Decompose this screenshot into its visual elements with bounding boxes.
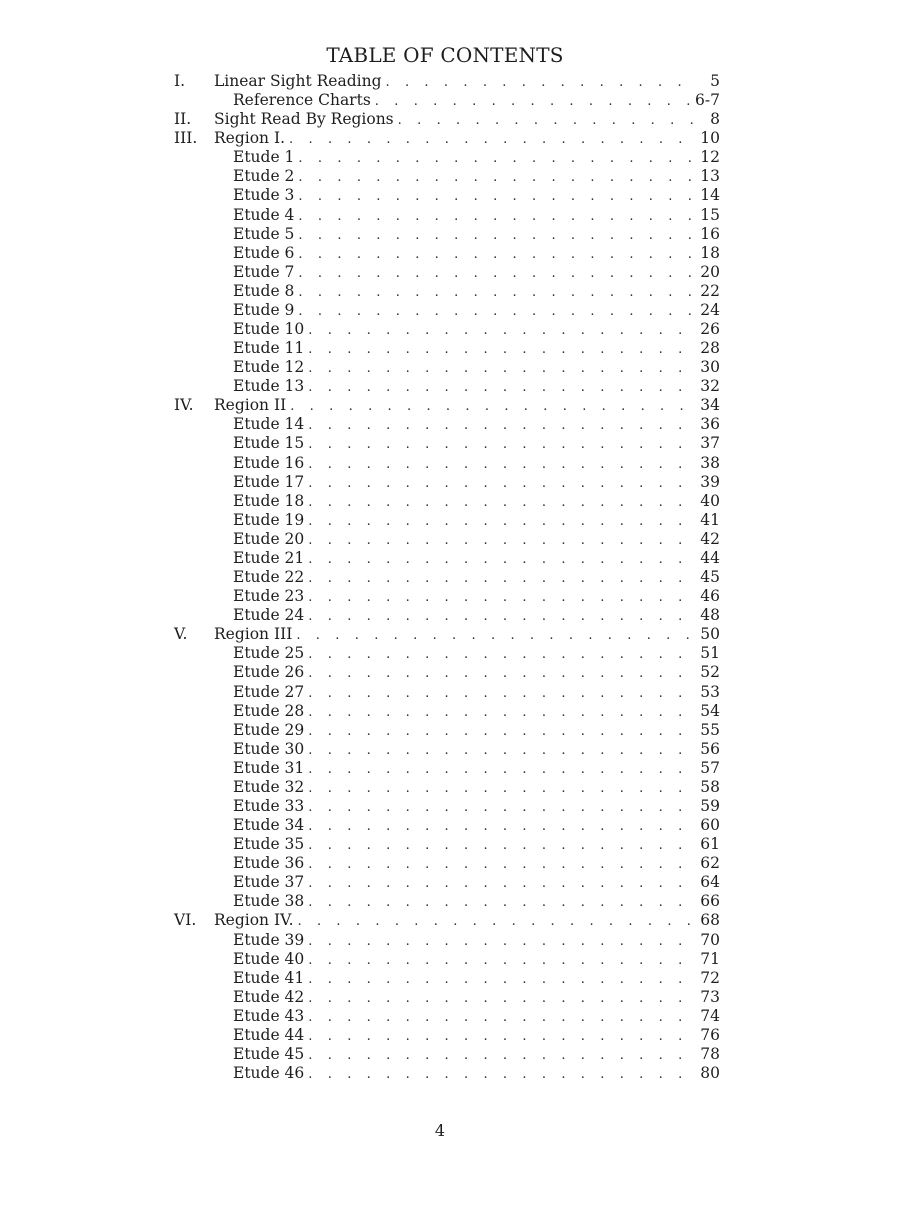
- entry-line: [233, 263, 720, 283]
- toc-entry: [174, 110, 720, 129]
- toc-subentry: [174, 778, 720, 797]
- toc-subentry: [174, 358, 720, 377]
- dot-leader: [398, 111, 698, 130]
- section-number: II.: [174, 110, 192, 129]
- entry-line: [233, 358, 720, 378]
- entry-line: [233, 892, 720, 912]
- entry-page-number: 30: [700, 358, 720, 377]
- entry-label: Etude 44: [233, 1025, 305, 1044]
- entry-page-number: 61: [700, 835, 720, 854]
- toc-subentry: [174, 454, 720, 473]
- dot-leader: [296, 626, 698, 645]
- toc-subentry: [174, 892, 720, 911]
- entry-line: [233, 415, 720, 435]
- dot-leader: [308, 664, 698, 683]
- entry-page-number: 72: [700, 968, 720, 987]
- entry-page-number: 39: [700, 472, 720, 491]
- dot-leader: [298, 912, 699, 931]
- dot-leader: [308, 1027, 698, 1046]
- entry-page-number: 78: [700, 1044, 720, 1063]
- entry-line: [233, 663, 720, 683]
- toc-subentry: [174, 186, 720, 205]
- entry-page-number: 50: [700, 625, 720, 644]
- entry-page-number: 10: [700, 129, 720, 148]
- entry-line: [233, 797, 720, 817]
- dot-leader: [308, 474, 698, 493]
- entry-line: [233, 816, 720, 836]
- entry-label: Etude 37: [233, 873, 305, 892]
- toc-subentry: [174, 568, 720, 587]
- toc-entry: [174, 911, 720, 930]
- entry-page-number: 53: [700, 682, 720, 701]
- dot-leader: [375, 92, 693, 111]
- entry-page-number: 48: [700, 606, 720, 625]
- toc-subentry: [174, 969, 720, 988]
- toc-subentry: [174, 759, 720, 778]
- toc-subentry: [174, 1064, 720, 1083]
- entry-line: [233, 873, 720, 893]
- entry-line: [233, 835, 720, 855]
- dot-leader: [308, 722, 698, 741]
- entry-label: Etude 32: [233, 777, 305, 796]
- dot-leader: [298, 302, 698, 321]
- entry-page-number: 56: [700, 739, 720, 758]
- entry-line: [233, 778, 720, 798]
- dot-leader: [308, 970, 698, 989]
- entry-page-number: 44: [700, 548, 720, 567]
- entry-page-number: 51: [700, 644, 720, 663]
- entry-page-number: 36: [700, 415, 720, 434]
- entry-label: Etude 2: [233, 167, 295, 186]
- entry-page-number: 12: [700, 148, 720, 167]
- entry-label: Etude 5: [233, 224, 295, 243]
- entry-line: [233, 549, 720, 569]
- toc-subentry: [174, 797, 720, 816]
- toc-subentry: [174, 816, 720, 835]
- entry-page-number: 20: [700, 262, 720, 281]
- dot-leader: [298, 207, 698, 226]
- toc-subentry: [174, 434, 720, 453]
- entry-line: [233, 644, 720, 664]
- entry-label: Etude 25: [233, 644, 305, 663]
- entry-line: [233, 186, 720, 206]
- entry-line: [233, 244, 720, 264]
- entry-page-number: 66: [700, 892, 720, 911]
- entry-label: Etude 9: [233, 300, 295, 319]
- entry-page-number: 38: [700, 453, 720, 472]
- entry-label: Etude 24: [233, 606, 305, 625]
- entry-page-number: 80: [700, 1064, 720, 1083]
- entry-label: Etude 6: [233, 243, 295, 262]
- dot-leader: [308, 684, 698, 703]
- toc-subentry: [174, 721, 720, 740]
- dot-leader: [308, 321, 698, 340]
- entry-label: Etude 17: [233, 472, 305, 491]
- entry-label: Linear Sight Reading: [214, 72, 382, 90]
- entry-label: Etude 41: [233, 968, 305, 987]
- entry-page-number: 15: [700, 205, 720, 224]
- entry-page-number: 70: [700, 930, 720, 949]
- toc-subentry: [174, 606, 720, 625]
- entry-label: Etude 22: [233, 568, 305, 587]
- entry-label: Etude 21: [233, 548, 305, 567]
- entry-line: [214, 911, 720, 931]
- entry-line: [233, 492, 720, 512]
- entry-line: [233, 931, 720, 951]
- section-number: IV.: [174, 396, 194, 415]
- toc-subentry: [174, 873, 720, 892]
- toc-subentry: [174, 473, 720, 492]
- entry-page-number: 58: [700, 777, 720, 796]
- entry-page-number: 62: [700, 854, 720, 873]
- entry-label: Etude 27: [233, 682, 305, 701]
- entry-label: Etude 18: [233, 491, 305, 510]
- dot-leader: [308, 645, 698, 664]
- toc-subentry: [174, 988, 720, 1007]
- dot-leader: [308, 588, 698, 607]
- entry-label: Etude 29: [233, 720, 305, 739]
- entry-page-number: 24: [700, 300, 720, 319]
- entry-label: Etude 19: [233, 510, 305, 529]
- dot-leader: [298, 283, 698, 302]
- entry-page-number: 71: [700, 949, 720, 968]
- dot-leader: [308, 607, 698, 626]
- toc-entry: [174, 72, 720, 91]
- entry-line: [233, 339, 720, 359]
- entry-line: [233, 988, 720, 1008]
- entry-label: Etude 4: [233, 205, 295, 224]
- entry-line: [233, 206, 720, 226]
- entry-label: Etude 13: [233, 377, 305, 396]
- entry-label: Etude 14: [233, 415, 305, 434]
- toc-subentry: [174, 415, 720, 434]
- entry-label: Etude 46: [233, 1064, 305, 1083]
- toc-subentry: [174, 167, 720, 186]
- dot-leader: [290, 397, 698, 416]
- toc-subentry: [174, 511, 720, 530]
- dot-leader: [308, 493, 698, 512]
- entry-page-number: 37: [700, 434, 720, 453]
- dot-leader: [298, 226, 698, 245]
- entry-label: Etude 15: [233, 434, 305, 453]
- entry-line: [233, 454, 720, 474]
- toc-subentry: [174, 740, 720, 759]
- dot-leader: [308, 855, 698, 874]
- entry-line: [233, 225, 720, 245]
- entry-line: [233, 1007, 720, 1027]
- entry-page-number: 32: [700, 377, 720, 396]
- dot-leader: [289, 130, 698, 149]
- entry-page-number: 41: [700, 510, 720, 529]
- dot-leader: [308, 817, 698, 836]
- entry-label: Etude 10: [233, 320, 305, 339]
- entry-line: [233, 91, 720, 111]
- dot-leader: [308, 989, 698, 1008]
- toc-subentry: [174, 206, 720, 225]
- entry-page-number: 26: [700, 320, 720, 339]
- entry-page-number: 60: [700, 816, 720, 835]
- entry-label: Etude 40: [233, 949, 305, 968]
- entry-page-number: 74: [700, 1006, 720, 1025]
- entry-label: Etude 39: [233, 930, 305, 949]
- toc-subentry: [174, 854, 720, 873]
- dot-leader: [308, 893, 698, 912]
- entry-page-number: 18: [700, 243, 720, 262]
- dot-leader: [298, 149, 698, 168]
- entry-page-number: 28: [700, 339, 720, 358]
- entry-label: Region II: [214, 396, 287, 415]
- dot-leader: [308, 932, 698, 951]
- entry-line: [233, 148, 720, 168]
- entry-label: Etude 33: [233, 796, 305, 815]
- dot-leader: [308, 760, 698, 779]
- toc-entry: [174, 129, 720, 148]
- entry-line: [214, 625, 720, 645]
- entry-page-number: 16: [700, 224, 720, 243]
- entry-line: [233, 530, 720, 550]
- toc-subentry: [174, 263, 720, 282]
- entry-label: Etude 8: [233, 281, 295, 300]
- entry-label: Etude 23: [233, 587, 305, 606]
- entry-label: Etude 20: [233, 529, 305, 548]
- toc-subentry: [174, 244, 720, 263]
- entry-label: Etude 1: [233, 148, 295, 167]
- toc-subentry: [174, 644, 720, 663]
- entry-line: [233, 721, 720, 741]
- entry-label: Region III: [214, 625, 293, 644]
- entry-line: [233, 473, 720, 493]
- toc-list: [174, 72, 720, 1083]
- dot-leader: [298, 187, 698, 206]
- dot-leader: [308, 569, 698, 588]
- dot-leader: [308, 359, 698, 378]
- dot-leader: [308, 951, 698, 970]
- toc-entry: [174, 396, 720, 415]
- entry-page-number: 45: [700, 568, 720, 587]
- toc-subentry: [174, 91, 720, 110]
- entry-line: [233, 167, 720, 187]
- entry-line: [233, 1064, 720, 1084]
- toc-entry: [174, 625, 720, 644]
- entry-label: Etude 38: [233, 892, 305, 911]
- toc-subentry: [174, 530, 720, 549]
- entry-line: [233, 301, 720, 321]
- entry-line: [233, 969, 720, 989]
- entry-label: Etude 45: [233, 1044, 305, 1063]
- dot-leader: [308, 703, 698, 722]
- entry-line: [214, 129, 720, 149]
- toc-subentry: [174, 702, 720, 721]
- toc-subentry: [174, 282, 720, 301]
- entry-label: Region IV.: [214, 911, 294, 930]
- toc-subentry: [174, 339, 720, 358]
- section-number: V.: [174, 625, 188, 644]
- toc-subentry: [174, 148, 720, 167]
- entry-line: [233, 320, 720, 340]
- entry-line: [214, 396, 720, 416]
- dot-leader: [308, 741, 698, 760]
- section-number: VI.: [174, 911, 197, 930]
- entry-label: Etude 16: [233, 453, 305, 472]
- entry-line: [233, 282, 720, 302]
- dot-leader: [308, 779, 698, 798]
- entry-label: Etude 7: [233, 262, 295, 281]
- entry-page-number: 57: [700, 758, 720, 777]
- entry-label: Etude 3: [233, 186, 295, 205]
- toc-subentry: [174, 950, 720, 969]
- entry-label: Etude 26: [233, 663, 305, 682]
- dot-leader: [308, 874, 698, 893]
- entry-line: [233, 1026, 720, 1046]
- entry-page-number: 55: [700, 720, 720, 739]
- entry-label: Etude 30: [233, 739, 305, 758]
- dot-leader: [308, 340, 698, 359]
- toc-subentry: [174, 835, 720, 854]
- entry-label: Etude 11: [233, 339, 305, 358]
- entry-label: Region I.: [214, 129, 286, 148]
- dot-leader: [298, 245, 698, 264]
- entry-page-number: 52: [700, 663, 720, 682]
- entry-page-number: 13: [700, 167, 720, 186]
- entry-page-number: 14: [700, 186, 720, 205]
- entry-line: [233, 587, 720, 607]
- entry-line: [233, 759, 720, 779]
- entry-page-number: 42: [700, 529, 720, 548]
- entry-page-number: 76: [700, 1025, 720, 1044]
- toc-subentry: [174, 549, 720, 568]
- entry-line: [233, 568, 720, 588]
- dot-leader: [308, 550, 698, 569]
- entry-line: [233, 606, 720, 626]
- section-number: I.: [174, 72, 186, 90]
- dot-leader: [298, 264, 698, 283]
- toc-subentry: [174, 931, 720, 950]
- entry-label: Etude 42: [233, 987, 305, 1006]
- entry-line: [233, 511, 720, 531]
- entry-label: Reference Charts: [233, 91, 371, 110]
- entry-label: Etude 12: [233, 358, 305, 377]
- dot-leader: [308, 1065, 698, 1084]
- entry-page-number: 34: [700, 396, 720, 415]
- entry-page-number: 6-7: [695, 91, 720, 110]
- toc-subentry: [174, 1007, 720, 1026]
- entry-label: Etude 34: [233, 816, 305, 835]
- entry-line: [233, 434, 720, 454]
- entry-label: Etude 35: [233, 835, 305, 854]
- toc-subentry: [174, 301, 720, 320]
- toc-subentry: [174, 1026, 720, 1045]
- dot-leader: [308, 378, 698, 397]
- dot-leader: [386, 73, 699, 92]
- entry-line: [233, 740, 720, 760]
- toc-subentry: [174, 320, 720, 339]
- entry-line: [233, 702, 720, 722]
- entry-page-number: 59: [700, 796, 720, 815]
- entry-page-number: 22: [700, 281, 720, 300]
- entry-line: [233, 683, 720, 703]
- entry-page-number: 46: [700, 587, 720, 606]
- toc-subentry: [174, 663, 720, 682]
- entry-page-number: 8: [710, 110, 720, 129]
- dot-leader: [308, 455, 698, 474]
- entry-page-number: 40: [700, 491, 720, 510]
- section-number: III.: [174, 129, 198, 148]
- entry-label: Sight Read By Regions: [214, 110, 394, 129]
- entry-line: [214, 72, 720, 92]
- entry-line: [214, 110, 720, 130]
- entry-page-number: 64: [700, 873, 720, 892]
- entry-line: [233, 377, 720, 397]
- dot-leader: [308, 1008, 698, 1027]
- entry-page-number: 54: [700, 701, 720, 720]
- dot-leader: [298, 168, 698, 187]
- dot-leader: [308, 416, 698, 435]
- toc-subentry: [174, 492, 720, 511]
- toc-subentry: [174, 1045, 720, 1064]
- toc-subentry: [174, 683, 720, 702]
- entry-page-number: 68: [700, 911, 720, 930]
- entry-label: Etude 43: [233, 1006, 305, 1025]
- page-number: 4: [434, 1121, 446, 1140]
- entry-line: [233, 950, 720, 970]
- entry-label: Etude 31: [233, 758, 305, 777]
- entry-label: Etude 36: [233, 854, 305, 873]
- page-title: TABLE OF CONTENTS: [326, 43, 564, 67]
- dot-leader: [308, 512, 698, 531]
- entry-line: [233, 1045, 720, 1065]
- entry-line: [233, 854, 720, 874]
- toc-subentry: [174, 587, 720, 606]
- entry-page-number: 73: [700, 987, 720, 1006]
- dot-leader: [308, 798, 698, 817]
- toc-subentry: [174, 377, 720, 396]
- toc-subentry: [174, 225, 720, 244]
- dot-leader: [308, 531, 698, 550]
- dot-leader: [308, 836, 698, 855]
- dot-leader: [308, 1046, 698, 1065]
- entry-page-number: 5: [710, 72, 720, 90]
- dot-leader: [308, 435, 698, 454]
- entry-label: Etude 28: [233, 701, 305, 720]
